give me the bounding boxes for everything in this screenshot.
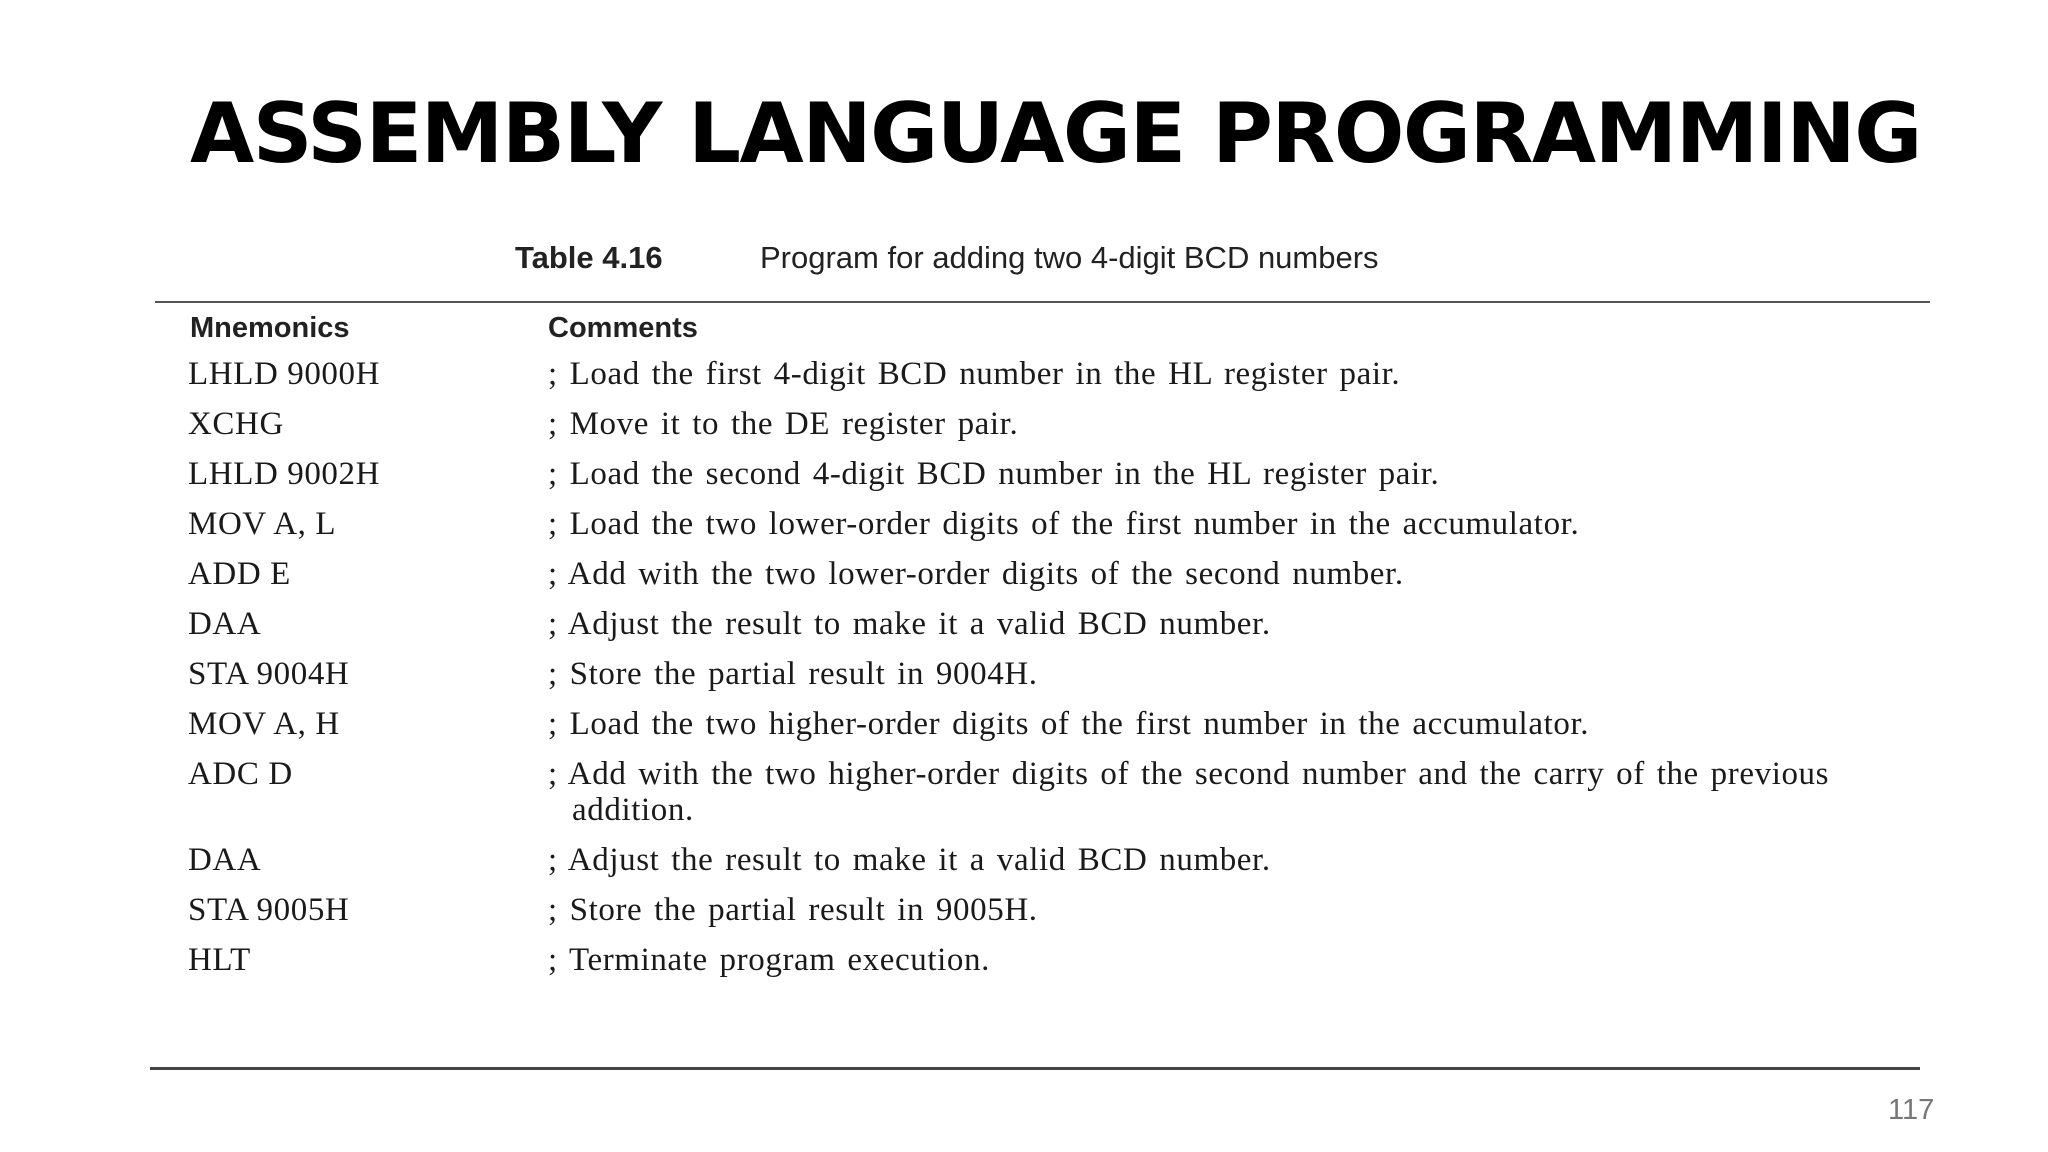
comment-cell: ; Terminate program execution. <box>548 942 990 978</box>
comment-cell: ; Load the second 4-digit BCD number in the HL register pair. <box>548 456 1440 492</box>
table-row <box>188 656 1918 706</box>
comment-cell: ; Load the two lower-order digits of the first number in the accumulator. <box>548 506 1580 542</box>
mnemonic-cell: MOV A, L <box>188 506 337 542</box>
comment-cell: ; Load the two higher-order digits of the first number in the accumulator. <box>548 706 1590 742</box>
table-row <box>188 606 1918 656</box>
mnemonic-cell: HLT <box>188 942 251 978</box>
mnemonic-cell: XCHG <box>188 406 284 442</box>
table-caption-label: Table 4.16 <box>515 240 663 275</box>
comment-cell: ; Move it to the DE register pair. <box>548 406 1019 442</box>
column-header-comments: Comments <box>548 312 698 344</box>
table-top-rule <box>155 301 1930 303</box>
comment-cell: ; Add with the two higher-order digits of the second number and the carry of the previous addition. <box>548 756 1830 828</box>
comment-cell: ; Add with the two lower-order digits of the second number. <box>548 556 1404 592</box>
slide-title: ASSEMBLY LANGUAGE PROGRAMMING <box>190 85 1921 182</box>
table-row <box>188 556 1918 606</box>
table-row <box>188 406 1918 456</box>
mnemonic-cell: LHLD 9002H <box>188 456 381 492</box>
table-row <box>188 356 1918 406</box>
table-row <box>188 706 1918 756</box>
table-row <box>188 892 1918 942</box>
comment-cell: ; Adjust the result to make it a valid BCD number. <box>548 606 1271 642</box>
comment-cell: ; Store the partial result in 9005H. <box>548 892 1038 928</box>
program-table-body <box>188 356 1918 992</box>
table-row <box>188 506 1918 556</box>
mnemonic-cell: DAA <box>188 842 262 878</box>
mnemonic-cell: MOV A, H <box>188 706 340 742</box>
table-row <box>188 456 1918 506</box>
comment-cell: ; Store the partial result in 9004H. <box>548 656 1038 692</box>
mnemonic-cell: STA 9004H <box>188 656 350 692</box>
table-row <box>188 842 1918 892</box>
column-header-mnemonics: Mnemonics <box>190 312 350 344</box>
table-row <box>188 756 1918 842</box>
mnemonic-cell: LHLD 9000H <box>188 356 381 392</box>
table-caption-text: Program for adding two 4-digit BCD numbers <box>760 240 1379 275</box>
mnemonic-cell: ADC D <box>188 756 293 792</box>
comment-cell: ; Load the first 4-digit BCD number in the HL register pair. <box>548 356 1401 392</box>
page-number: 117 <box>1888 1094 1935 1126</box>
table-row <box>188 942 1918 992</box>
comment-cell: ; Adjust the result to make it a valid BCD number. <box>548 842 1271 878</box>
mnemonic-cell: STA 9005H <box>188 892 350 928</box>
mnemonic-cell: ADD E <box>188 556 291 592</box>
table-bottom-rule <box>150 1067 1920 1070</box>
mnemonic-cell: DAA <box>188 606 262 642</box>
